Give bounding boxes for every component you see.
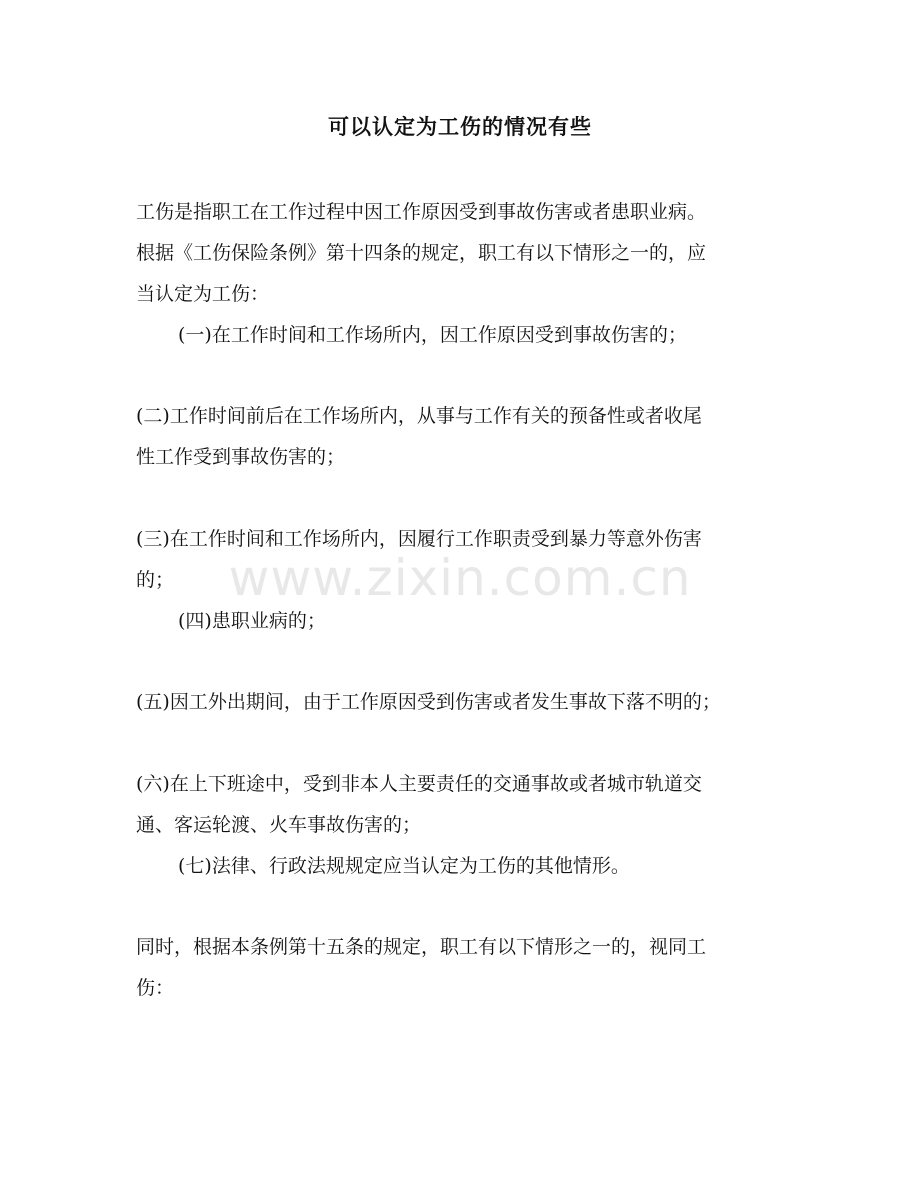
list-item-5-text: (五)因工外出期间，由于工作原因受到伤害或者发生事故下落不明的； — [136, 691, 721, 713]
list-item-4-text: (四)患职业病的； — [178, 610, 326, 632]
list-item-1 — [136, 315, 820, 356]
intro-paragraph — [136, 192, 778, 315]
list-item-7-text: (七)法律、行政法规规定应当认定为工伤的其他情形。 — [178, 855, 630, 877]
intro-line-3: 当认定为工伤： — [136, 283, 270, 305]
list-item-3-line-2: 的； — [136, 569, 175, 591]
list-item-7 — [136, 846, 820, 887]
list-item-6-line-1: (六)在上下班途中，受到非本人主要责任的交通事故或者城市轨道交 — [136, 773, 702, 795]
closing-line-1: 同时，根据本条例第十五条的规定，职工有以下情形之一的，视同工 — [136, 936, 707, 958]
list-item-6 — [136, 764, 778, 846]
document-title: 可以认定为工伤的情况有些 — [328, 114, 592, 139]
list-item-4 — [136, 601, 820, 642]
list-item-3 — [136, 519, 778, 601]
list-item-1-text: (一)在工作时间和工作场所内，因工作原因受到事故伤害的； — [178, 324, 687, 346]
intro-line-1: 工伤是指职工在工作过程中因工作原因受到事故伤害或者患职业病。 — [136, 201, 707, 223]
list-item-2 — [136, 396, 778, 478]
intro-line-2: 根据《工伤保险条例》第十四条的规定，职工有以下情形之一的，应 — [136, 242, 707, 264]
list-item-2-line-1: (二)工作时间前后在工作场所内，从事与工作有关的预备性或者收尾 — [136, 405, 702, 427]
list-item-3-line-1: (三)在工作时间和工作场所内，因履行工作职责受到暴力等意外伤害 — [136, 528, 702, 550]
closing-line-2: 伤： — [136, 977, 175, 999]
list-item-6-line-2: 通、客运轮渡、火车事故伤害的； — [136, 814, 422, 836]
watermark: www.zixin.com.cn — [228, 549, 692, 607]
closing-paragraph — [136, 927, 778, 1009]
list-item-2-line-2: 性工作受到事故伤害的； — [136, 446, 346, 468]
list-item-5 — [136, 682, 778, 723]
